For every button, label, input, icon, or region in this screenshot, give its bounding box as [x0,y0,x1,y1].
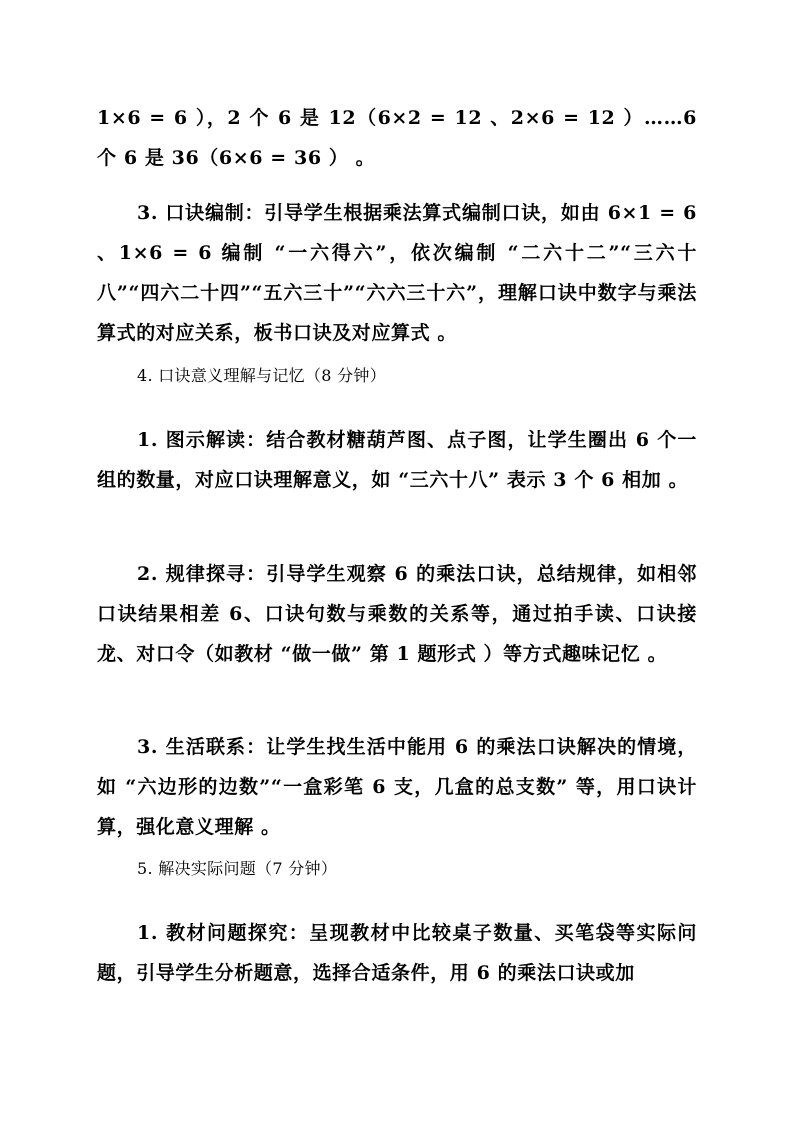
paragraph-diagram-reading: 1. 图示解读：结合教材糖葫芦图、点子图，让学生圈出 6 个一组的数量，对应口诀理解意义，如 “三六十八” 表示 3 个 6 相加 。 [97,429,697,491]
paragraph-pattern-exploration: 2. 规律探寻：引导学生观察 6 的乘法口诀，总结规律，如相邻口诀结果相差 6、口诀句数与乘数的关系等，通过拍手读、口诀接龙、对口令（如教材 “做一做” 第 1 题形式 ）等方式趣味记忆 。 [97,563,697,665]
section-heading-4: 4. 口诀意义理解与记忆（8 分钟） [137,366,387,385]
paragraph-multiplication-examples: 1×6 = 6 ），2 个 6 是 12（6×2 = 12 、2×6 = 12 ）……6 个 6 是 36（6×6 = 36 ） 。 [97,107,697,169]
paragraph-mnemonic-compilation: 3. 口诀编制：引导学生根据乘法算式编制口诀，如由 6×1 = 6 、1×6 = 6 编制 “一六得六”，依次编制 “二六十二”“三六十八”“四六二十四”“五六三十”“六六三十六”，理解口诀中数字与乘法算式的对应关系，板书口诀及对应算式 。 [97,202,697,344]
paragraph-life-connection: 3. 生活联系：让学生找生活中能用 6 的乘法口诀解决的情境，如 “六边形的边数”“一盒彩笔 6 支，几盒的总支数” 等，用口诀计算，强化意义理解 。 [97,736,697,838]
paragraph-textbook-problem: 1. 教材问题探究：呈现教材中比较桌子数量、买笔袋等实际问题，引导学生分析题意，选择合适条件，用 6 的乘法口诀或加 [97,922,697,984]
section-heading-5: 5. 解决实际问题（7 分钟） [137,859,338,878]
